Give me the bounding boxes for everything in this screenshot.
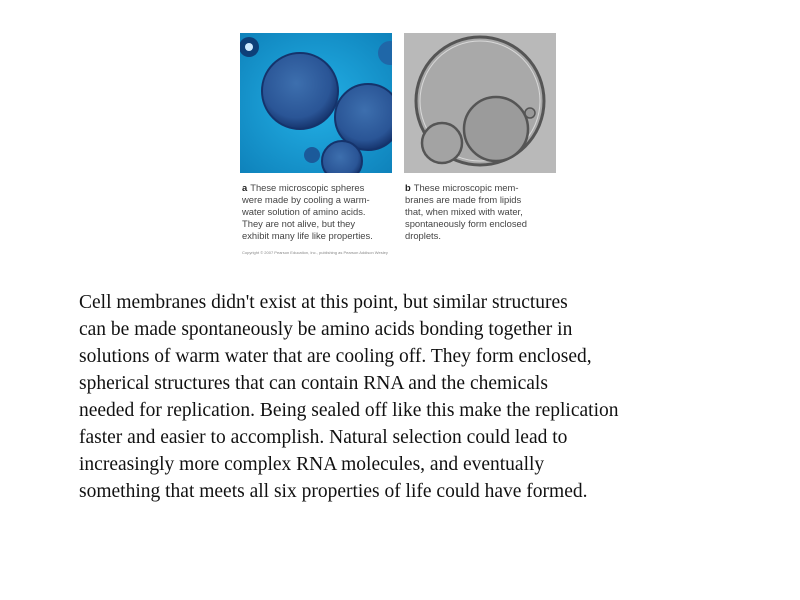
body-line: Cell membranes didn't exist at this point, but similar structures <box>79 292 568 313</box>
caption-a-letter: a <box>242 182 248 193</box>
figure <box>240 33 560 263</box>
lipid-droplet-photo <box>404 33 556 173</box>
body-paragraph <box>79 289 779 505</box>
caption-b-letter: b <box>405 182 411 193</box>
caption-b <box>405 182 555 242</box>
lipid-droplet-image <box>404 33 556 173</box>
body-line: increasingly more complex RNA molecules, and eventually <box>79 454 545 475</box>
body-line: something that meets all six properties of life could have formed. <box>79 481 588 502</box>
body-line: can be made spontaneously be amino acids bonding together in <box>79 319 573 340</box>
caption-a <box>242 182 402 242</box>
body-line: solutions of warm water that are cooling off. They form enclosed, <box>79 346 592 367</box>
microsphere-image <box>240 33 392 173</box>
copyright-note: Copyright © 2007 Pearson Education, Inc., publishing as Pearson Addison Wesley <box>242 250 388 255</box>
caption-b-text: These microscopic mem- branes are made from lipids that, when mixed with water, spontaneously form enclosed droplets. <box>405 182 527 241</box>
caption-a-text: These microscopic spheres were made by cooling a warm- water solution of amino acids. They are not alive, but they exhibit many life like properties. <box>242 182 373 241</box>
body-line: needed for replication. Being sealed off like this make the replication <box>79 400 619 421</box>
body-line: spherical structures that can contain RNA and the chemicals <box>79 373 548 394</box>
body-line: faster and easier to accomplish. Natural selection could lead to <box>79 427 568 448</box>
microsphere-photo <box>240 33 392 173</box>
